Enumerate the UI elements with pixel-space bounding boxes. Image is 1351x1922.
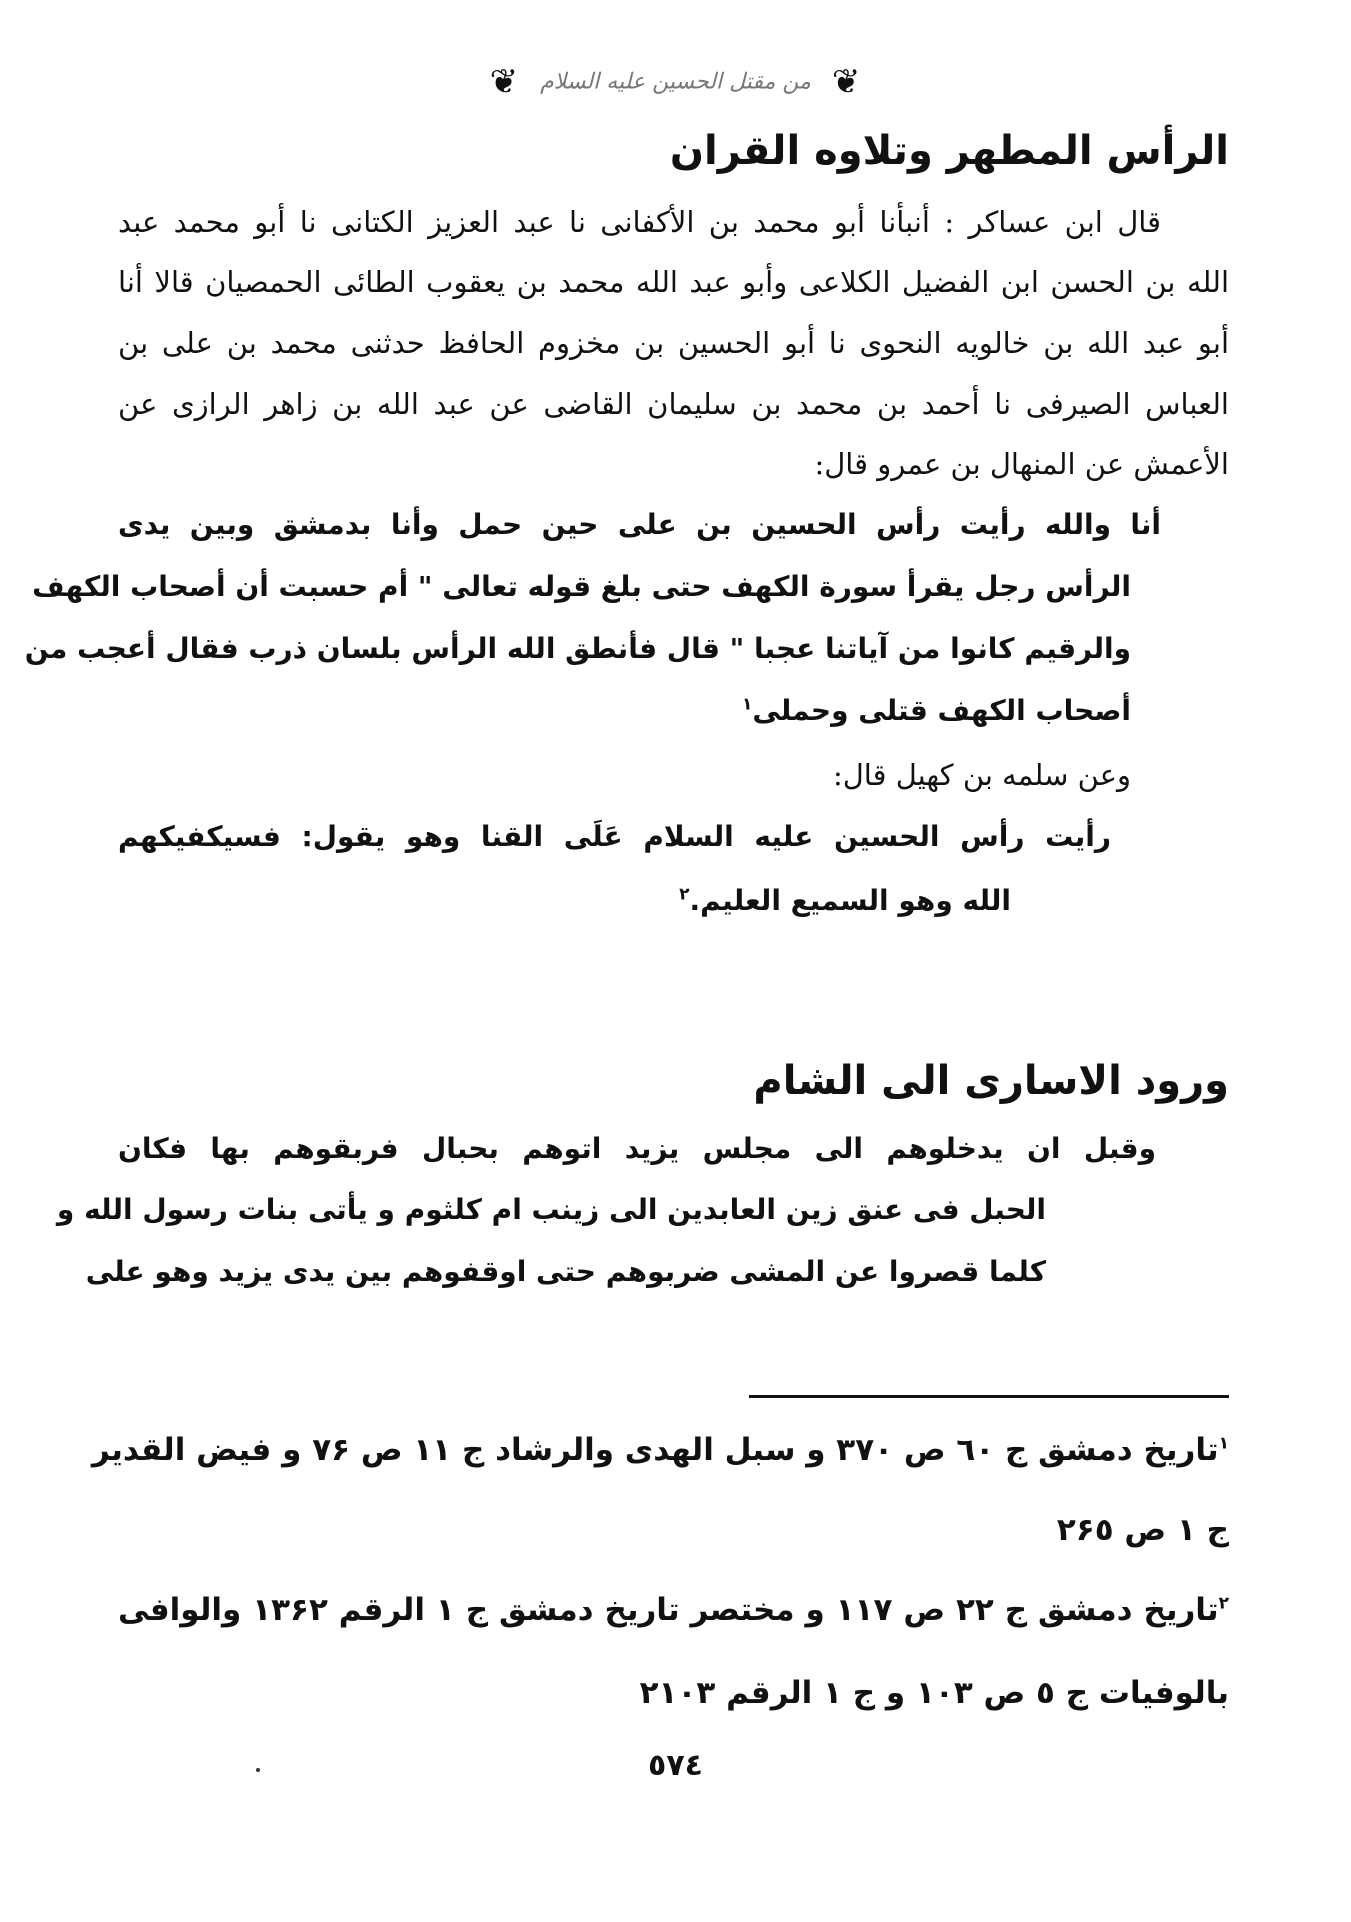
quote-line: والرقيم كانوا من آياتنا عجبا " قال فأنطق الله الرأس بلسان ذرب فقال أعجب من [24, 632, 1131, 665]
footnote-marker: ٢ [679, 884, 690, 905]
quote-line: رأيت رأس الحسين عليه السلام عَلَى القنا وهو يقول: فسيكفيكهم [118, 820, 1111, 853]
paragraph-line: العباس الصيرفى نا أحمد بن محمد بن سليمان القاضى عن عبد الله بن زاهر الرازى عن [118, 387, 1229, 421]
section-heading: ورود الاسارى الى الشام [753, 1058, 1229, 1104]
quote-line: الرأس رجل يقرأ سورة الكهف حتى بلغ قوله تعالى " أم حسبت أن أصحاب الكهف [32, 570, 1131, 603]
running-header-text: من مقتل الحسين عليه السلام [540, 69, 811, 95]
paragraph-line: وقبل ان يدخلوهم الى مجلس يزيد اتوهم بحبال فربقوهم بها فكان [118, 1132, 1156, 1165]
paragraph-line: قال ابن عساكر : أنبأنا أبو محمد بن الأكفانى نا عبد العزيز الكتانى نا أبو محمد عبد [118, 205, 1161, 239]
paragraph-line: أبو عبد الله بن خالويه النحوى نا أبو الحسين بن مخزوم الحافظ حدثنى محمد بن على بن [118, 326, 1229, 360]
footnote-divider [749, 1395, 1229, 1398]
footnote-text: تاريخ دمشق ج ٢٢ ص ١١٧ و مختصر تاريخ دمشق ج ١ الرقم ١٣۶٢ والوافى [118, 1592, 1219, 1628]
footnote-number: ١ [1218, 1433, 1229, 1454]
paragraph-line: كلما قصروا عن المشى ضربوهم حتى اوقفوهم بين يدى يزيد وهو على [85, 1255, 1046, 1288]
speck-mark [256, 1768, 260, 1772]
paragraph-line: وعن سلمه بن كهيل قال: [832, 758, 1131, 792]
page-number: ٥٧٤ [648, 1748, 703, 1783]
quote-line-text: أصحاب الكهف قتلى وحملى [752, 694, 1131, 727]
quote-line-text: الله وهو السميع العليم. [689, 884, 1011, 917]
floral-ornament-icon: ❦ [831, 62, 862, 102]
footnote-marker: ١ [742, 694, 753, 715]
quote-line [118, 694, 1131, 727]
footnote-number: ٢ [1218, 1593, 1229, 1614]
footnote-text: تاريخ دمشق ج ٦٠ ص ٣٧٠ و سبل الهدى والرشاد ج ١١ ص ٧۶ و فيض القدير [91, 1432, 1219, 1468]
paragraph-line: الأعمش عن المنهال بن عمرو قال: [814, 447, 1229, 481]
quote-line [118, 884, 1011, 917]
paragraph-line: الله بن الحسن ابن الفضيل الكلاعى وأبو عبد الله محمد بن يعقوب الطائى الحمصيان قالا أنا [118, 265, 1229, 299]
floral-ornament-icon: ❦ [489, 62, 520, 102]
footnote-line: بالوفيات ج ٥ ص ١٠٣ و ج ١ الرقم ٢١٠٣ [639, 1675, 1229, 1711]
footnote-line [118, 1592, 1229, 1628]
running-header [0, 62, 1351, 102]
paragraph-line: الحبل فى عنق زين العابدين الى زينب ام كلثوم و يأتى بنات رسول الله و [56, 1193, 1046, 1226]
footnote-line: ج ١ ص ٢۶٥ [1056, 1512, 1229, 1548]
quote-line: أنا والله رأيت رأس الحسين بن على حين حمل وأنا بدمشق وبين يدى [118, 508, 1161, 541]
footnote-line [91, 1432, 1229, 1468]
section-heading: الرأس المطهر وتلاوه القران [669, 128, 1229, 174]
